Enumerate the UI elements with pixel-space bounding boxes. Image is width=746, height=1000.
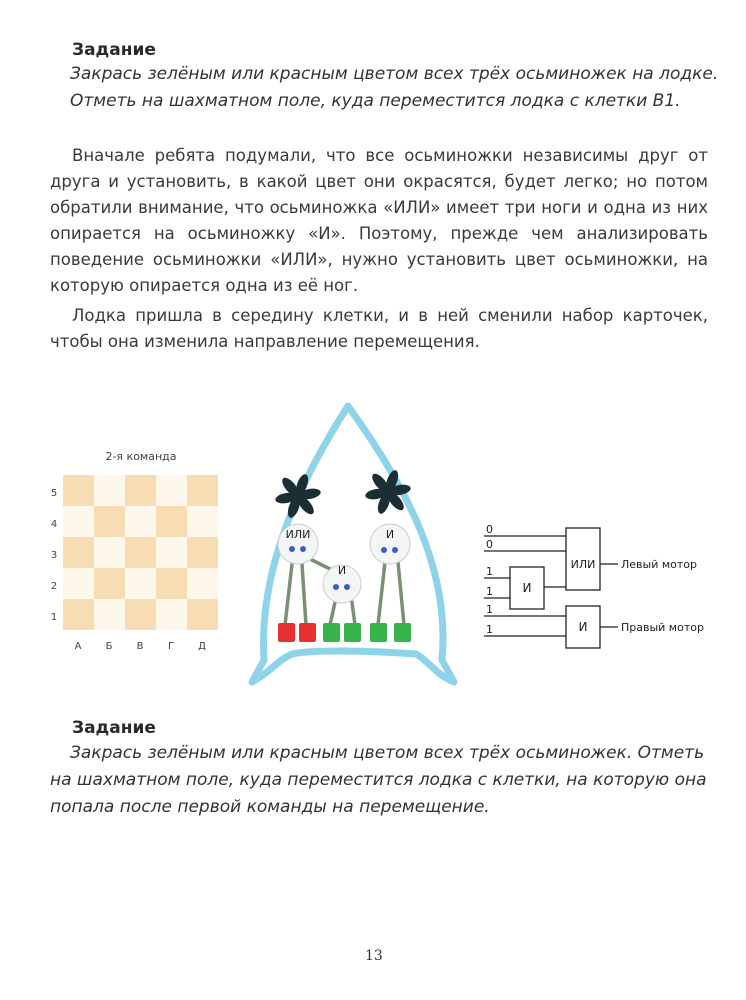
chessboard-cell-Д4 <box>187 506 218 537</box>
chessboard-cell-Д1 <box>187 599 218 630</box>
task1-text <box>70 61 730 115</box>
card-red <box>278 623 295 642</box>
input-value: 1 <box>486 603 493 616</box>
octopus-or-left-label: ИЛИ <box>285 528 311 541</box>
octopus-and-label: И <box>337 564 347 577</box>
chessboard-row-labels <box>51 488 57 623</box>
octopus-or-right-leg <box>398 562 404 625</box>
octopus-and-leg <box>352 602 355 625</box>
right-motor-label: Правый мотор <box>621 621 704 634</box>
chessboard-cell-А2 <box>63 568 94 599</box>
page-number: 13 <box>365 948 383 964</box>
task2-line2: на шахматном поле, куда переместится лодка с клетки, на которую она <box>50 770 707 790</box>
body-text <box>50 143 708 355</box>
left-motor-label: Левый мотор <box>621 558 698 571</box>
chessboard-cell-А5 <box>63 475 94 506</box>
column-label: В <box>136 641 144 652</box>
chessboard-cell-Д5 <box>187 475 218 506</box>
task2-line3: попала после первой команды на перемещение. <box>50 797 490 817</box>
input-value: 1 <box>486 565 493 578</box>
octopus-or-right-label: И <box>385 528 395 541</box>
chessboard-cell-Б5 <box>94 475 125 506</box>
octopus-or-right <box>370 524 410 564</box>
paragraph-2: Лодка пришла в середину клетки, и в ней сменили набор карточек, чтобы она изменила направление перемещения. <box>50 306 708 351</box>
card-green <box>370 623 387 642</box>
paragraph-1: Вначале ребята подумали, что все осьминожки независимы друг от друга и установить, в какой цвет они окрасятся, будет легко; но потом обратили внимание, что осьминожка «ИЛИ» имеет три ноги и одна из них опирается на осьминожку «И». Поэтому, прежде чем анализировать поведение осьминожки «ИЛИ», нужно установить цвет осьминожки, на которую опирается одна из её ног. <box>50 146 708 295</box>
chessboard-cell-Б1 <box>94 599 125 630</box>
octopus-or-right-leg <box>378 562 385 625</box>
octopus-or-left-leg <box>302 564 306 625</box>
row-label: 1 <box>50 612 58 623</box>
task1-line2: Отметь на шахматном поле, куда переместится лодка с клетки В1. <box>70 91 681 111</box>
input-value: 0 <box>486 538 493 551</box>
chessboard-cell-Г2 <box>156 568 187 599</box>
card-green <box>323 623 340 642</box>
chessboard-cell-Д2 <box>187 568 218 599</box>
chessboard-cell-В3 <box>125 537 156 568</box>
task2-text <box>50 740 730 821</box>
card-red <box>299 623 316 642</box>
chessboard-cell-В1 <box>125 599 156 630</box>
boat-illustration <box>240 392 470 697</box>
chessboard-cell-В4 <box>125 506 156 537</box>
octopus-or-left-arm <box>312 560 332 570</box>
input-value: 1 <box>486 585 493 598</box>
input-value: 0 <box>486 523 493 536</box>
row-label: 2 <box>50 581 58 592</box>
row-label: 4 <box>50 519 58 530</box>
chessboard-cell-Г3 <box>156 537 187 568</box>
card-green <box>344 623 361 642</box>
octopus-or-left <box>278 524 318 564</box>
task1-title: Задание <box>72 40 156 60</box>
and-gate-mid-label: И <box>522 581 532 595</box>
card-row <box>278 623 411 642</box>
chessboard-cell-А1 <box>63 599 94 630</box>
octopus-and-leg <box>330 602 335 625</box>
row-label: 5 <box>50 488 58 499</box>
row-label: 3 <box>50 550 58 561</box>
chessboard-cell-Б4 <box>94 506 125 537</box>
or-gate-label: ИЛИ <box>570 558 596 571</box>
column-label: Б <box>105 641 113 652</box>
chessboard-cell-Б2 <box>94 568 125 599</box>
octopus-or-left-leg <box>285 564 292 625</box>
chessboard-grid <box>63 475 218 630</box>
column-label: А <box>74 641 82 652</box>
column-label: Г <box>167 641 175 652</box>
chessboard-cell-Г1 <box>156 599 187 630</box>
propeller-right-icon <box>364 469 411 516</box>
chessboard-cell-Д3 <box>187 537 218 568</box>
chessboard-cell-Г5 <box>156 475 187 506</box>
chessboard-cell-В2 <box>125 568 156 599</box>
chessboard-column-labels <box>75 641 207 652</box>
chessboard-cell-Б3 <box>94 537 125 568</box>
task2-line1: Закрась зелёным или красным цветом всех трёх осьминожек. Отметь <box>70 743 705 763</box>
task2-title: Задание <box>72 718 156 738</box>
propeller-left-icon <box>274 473 321 520</box>
chessboard-cell-В5 <box>125 475 156 506</box>
chessboard-cell-А4 <box>63 506 94 537</box>
logic-circuit <box>480 520 720 660</box>
chessboard-title: 2-я команда <box>105 450 177 463</box>
and-gate-bottom-label: И <box>578 620 588 634</box>
chessboard <box>40 445 230 655</box>
chessboard-cell-А3 <box>63 537 94 568</box>
card-green <box>394 623 411 642</box>
chessboard-cell-Г4 <box>156 506 187 537</box>
task1-line1: Закрась зелёным или красным цветом всех трёх осьминожек на лодке. <box>70 64 719 84</box>
column-label: Д <box>198 641 206 652</box>
octopus-and <box>323 564 361 603</box>
input-value: 1 <box>486 623 493 636</box>
